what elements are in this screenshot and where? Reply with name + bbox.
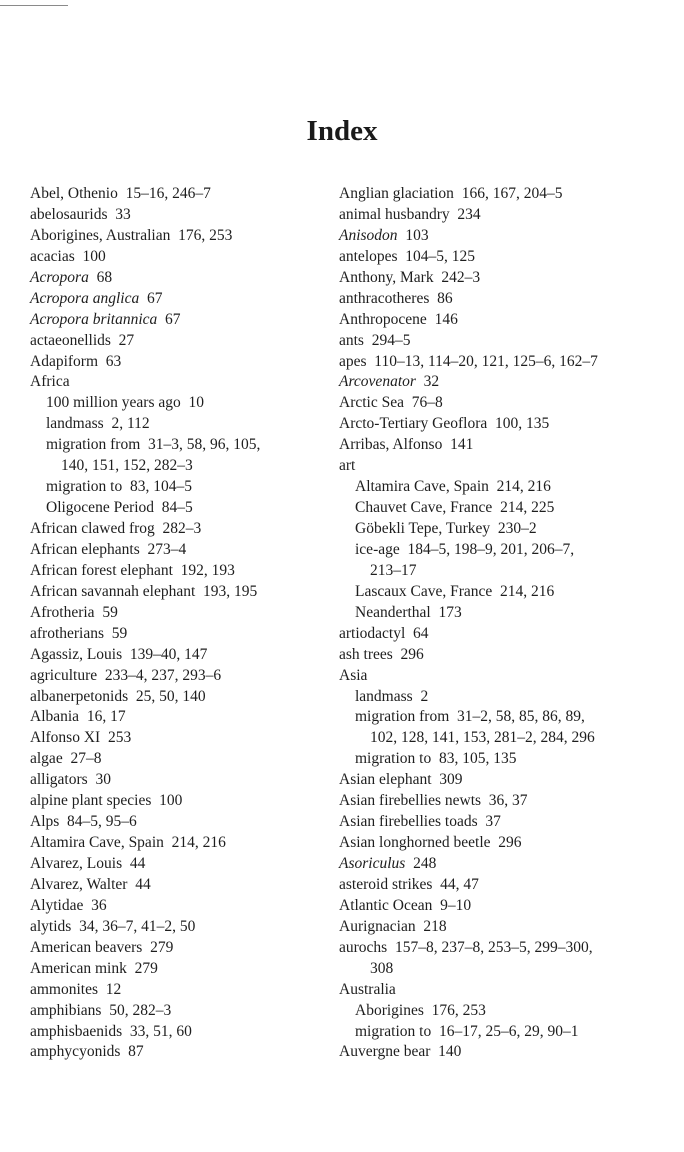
index-pages: 83, 105, 135: [438, 750, 517, 768]
index-term: Arribas, Alfonso: [339, 436, 443, 454]
index-pages: 192, 193: [180, 561, 235, 579]
index-pages: 176, 253: [178, 226, 233, 244]
index-pages: 110–13, 114–20, 121, 125–6, 162–7: [374, 352, 598, 370]
index-pages: 67: [165, 310, 181, 328]
index-entry: [339, 770, 679, 791]
index-term: Acropora britannica: [30, 310, 158, 328]
index-term: Asian longhorned beetle: [339, 834, 491, 852]
index-entry: [30, 938, 330, 959]
index-pages: 146: [434, 310, 458, 328]
index-entry: [339, 372, 679, 393]
index-entry: [339, 875, 679, 896]
index-pages: 173: [438, 603, 462, 621]
index-term: ants: [339, 331, 364, 349]
index-entry: [339, 896, 679, 917]
index-pages: 27–8: [70, 750, 102, 768]
index-pages: 33: [115, 205, 131, 223]
index-entry: [339, 1042, 679, 1063]
index-term: Arcovenator: [339, 373, 416, 391]
index-entry: [30, 875, 330, 896]
index-entry: [30, 519, 330, 540]
index-entry: [339, 435, 679, 456]
index-entry: [30, 687, 330, 708]
index-entry: [30, 372, 330, 393]
index-term: Aborigines, Australian: [30, 226, 171, 244]
index-term: anthracotheres: [339, 289, 430, 307]
index-pages: 296: [498, 834, 522, 852]
index-pages: 139–40, 147: [129, 645, 208, 663]
index-pages: 27: [118, 331, 135, 349]
index-pages: 230–2: [497, 520, 537, 537]
index-pages: 193, 195: [203, 582, 258, 600]
index-term: Arctic Sea: [339, 394, 404, 412]
index-term: Lascaux Cave, France: [355, 582, 493, 600]
index-pages: 50, 282–3: [109, 1001, 172, 1019]
index-term: migration from: [46, 436, 141, 454]
index-term: ash trees: [339, 645, 393, 663]
index-term: Auvergne bear: [339, 1043, 431, 1061]
index-entry: [30, 540, 330, 561]
index-pages: 233–4, 237, 293–6: [104, 666, 222, 684]
index-term: algae: [30, 750, 63, 768]
index-entry: [339, 184, 679, 205]
index-entry: [339, 456, 679, 477]
index-term: Altamira Cave, Spain: [355, 478, 489, 496]
index-entry: [30, 435, 330, 456]
index-pages: 242–3: [441, 268, 481, 286]
index-term: Africa: [30, 373, 70, 391]
index-entry: [339, 519, 679, 540]
index-pages: 44, 47: [440, 875, 479, 893]
index-pages: 214, 225: [500, 499, 555, 517]
index-term: aurochs: [339, 938, 388, 956]
index-entry: [30, 812, 330, 833]
index-pages: 141: [450, 436, 474, 454]
index-pages: 31–3, 58, 96, 105,: [148, 436, 261, 454]
index-entry: [30, 289, 330, 310]
index-entry: [339, 352, 679, 373]
index-entry: [339, 624, 679, 645]
index-pages: 59: [102, 603, 118, 621]
index-pages: 30: [95, 771, 111, 789]
index-term: American beavers: [30, 938, 143, 956]
index-entry: [339, 645, 679, 666]
index-entry: [30, 603, 330, 624]
top-rule: [0, 5, 68, 6]
index-term: Asian firebellies toads: [339, 813, 478, 831]
index-entry: [30, 1042, 330, 1063]
index-term: 308: [370, 959, 394, 977]
index-term: 140, 151, 152, 282–3: [61, 457, 193, 475]
index-pages: 86: [437, 289, 453, 307]
index-entry: [339, 603, 679, 624]
index-pages: 83, 104–5: [129, 478, 192, 496]
index-term: migration to: [355, 750, 432, 768]
index-pages: 176, 253: [431, 1001, 486, 1019]
index-pages: 32: [423, 373, 440, 391]
index-term: ice-age: [355, 540, 400, 558]
index-term: antelopes: [339, 247, 398, 265]
index-term: migration from: [355, 708, 450, 726]
index-term: Agassiz, Louis: [30, 645, 123, 663]
index-term: Alvarez, Walter: [30, 875, 128, 893]
index-term: Alvarez, Louis: [30, 855, 123, 872]
index-term: American mink: [30, 959, 127, 977]
index-pages: 87: [128, 1043, 144, 1061]
index-term: Anthony, Mark: [339, 268, 434, 286]
index-term: alpine plant species: [30, 792, 152, 810]
index-term: Anisodon: [339, 226, 398, 244]
index-entry: [30, 226, 330, 247]
index-entry: [30, 917, 330, 938]
index-term: afrotherians: [30, 624, 105, 642]
index-term: Aurignacian: [339, 917, 416, 935]
index-entry: [30, 393, 330, 414]
index-pages: 157–8, 237–8, 253–5, 299–300,: [394, 938, 593, 956]
index-pages: 76–8: [411, 394, 443, 412]
index-term: migration to: [355, 1022, 432, 1040]
index-pages: 12: [105, 980, 122, 998]
index-entry: [339, 980, 679, 1001]
index-pages: 9–10: [440, 896, 472, 914]
index-pages: 296: [400, 645, 424, 663]
index-entry: [339, 582, 679, 603]
index-term: Afrotheria: [30, 603, 95, 621]
index-entry: [30, 854, 330, 875]
index-pages: 282–3: [162, 520, 202, 537]
index-entry: [30, 624, 330, 645]
index-entry: [30, 498, 330, 519]
index-pages: 184–5, 198–9, 201, 206–7,: [407, 540, 575, 558]
index-pages: 140: [438, 1043, 462, 1061]
index-pages: 44: [129, 855, 146, 872]
index-entry: [30, 582, 330, 603]
index-entry: [339, 393, 679, 414]
index-entry: [30, 959, 330, 980]
index-term: alytids: [30, 917, 72, 935]
index-pages: 253: [107, 729, 132, 747]
index-entry: [339, 812, 679, 833]
index-pages: 214, 216: [500, 582, 555, 600]
index-term: Chauvet Cave, France: [355, 499, 493, 517]
index-term: apes: [339, 352, 367, 370]
index-term: Anglian glaciation: [339, 185, 454, 202]
index-column-left: [30, 184, 330, 1063]
index-entry: [339, 959, 679, 980]
index-pages: 84–5: [161, 499, 193, 517]
index-pages: 63: [105, 352, 122, 370]
index-pages: 37: [485, 813, 501, 831]
index-entry: [339, 247, 679, 268]
index-term: Asian firebellies newts: [339, 792, 482, 810]
index-pages: 248: [413, 855, 437, 872]
index-entry: [30, 666, 330, 687]
index-pages: 59: [111, 624, 128, 642]
index-term: albanerpetonids: [30, 687, 129, 705]
index-entry: [339, 833, 679, 854]
index-pages: 214, 216: [171, 834, 226, 852]
index-entry: [339, 791, 679, 812]
index-entry: [339, 477, 679, 498]
index-pages: 294–5: [371, 331, 411, 349]
index-pages: 100: [159, 792, 183, 810]
index-pages: 273–4: [147, 540, 187, 558]
index-entry: [30, 184, 330, 205]
index-entry: [339, 205, 679, 226]
index-term: Asia: [339, 666, 368, 684]
index-entry: [30, 247, 330, 268]
index-term: agriculture: [30, 666, 98, 684]
index-pages: 2: [420, 687, 429, 705]
index-pages: 279: [134, 959, 158, 977]
index-pages: 36: [91, 896, 107, 914]
index-term: asteroid strikes: [339, 875, 433, 893]
index-term: Acropora anglica: [30, 289, 140, 307]
index-term: 102, 128, 141, 153, 281–2, 284, 296: [370, 729, 595, 747]
index-term: Alytidae: [30, 896, 84, 914]
index-pages: 15–16, 246–7: [125, 185, 211, 202]
index-term: abelosaurids: [30, 205, 108, 223]
index-term: 100 million years ago: [46, 394, 181, 412]
index-pages: 279: [150, 938, 174, 956]
index-pages: 104–5, 125: [405, 247, 476, 265]
index-term: Albania: [30, 708, 80, 726]
index-pages: 16, 17: [86, 708, 126, 726]
index-term: Göbekli Tepe, Turkey: [355, 520, 491, 537]
index-entry: [339, 289, 679, 310]
index-term: actaeonellids: [30, 331, 111, 349]
index-term: amphycyonids: [30, 1043, 121, 1061]
index-entry: [30, 749, 330, 770]
index-entry: [339, 1001, 679, 1022]
index-pages: 16–17, 25–6, 29, 90–1: [438, 1022, 579, 1040]
index-entry: [30, 728, 330, 749]
index-pages: 100: [82, 247, 106, 265]
index-term: art: [339, 457, 356, 475]
index-term: Oligocene Period: [46, 499, 155, 517]
index-pages: 2, 112: [111, 415, 150, 433]
index-entry: [339, 331, 679, 352]
index-pages: 36, 37: [488, 792, 528, 810]
index-entry: [30, 205, 330, 226]
index-pages: 10: [188, 394, 204, 412]
index-entry: [339, 707, 679, 728]
index-entry: [339, 666, 679, 687]
index-entry: [339, 938, 679, 959]
index-term: amphibians: [30, 1001, 102, 1019]
index-entry: [339, 917, 679, 938]
index-term: migration to: [46, 478, 123, 496]
index-term: artiodactyl: [339, 624, 406, 642]
index-term: Atlantic Ocean: [339, 896, 433, 914]
index-term: Neanderthal: [355, 603, 431, 621]
index-term: Alps: [30, 813, 60, 831]
index-entry: [30, 561, 330, 582]
index-pages: 103: [405, 226, 429, 244]
index-pages: 234: [457, 205, 481, 223]
index-entry: [339, 728, 679, 749]
index-pages: 44: [135, 875, 151, 893]
index-entry: [30, 896, 330, 917]
index-term: Arcto-Tertiary Geoflora: [339, 415, 488, 433]
index-entry: [30, 331, 330, 352]
index-entry: [30, 414, 330, 435]
index-pages: 68: [96, 268, 113, 286]
index-pages: 214, 216: [496, 478, 551, 496]
index-entry: [30, 707, 330, 728]
index-entry: [339, 854, 679, 875]
index-term: African savannah elephant: [30, 582, 196, 600]
index-pages: 166, 167, 204–5: [461, 185, 563, 202]
index-entry: [339, 749, 679, 770]
index-entry: [30, 833, 330, 854]
index-pages: 309: [439, 771, 463, 789]
index-term: Anthropocene: [339, 310, 427, 328]
index-column-right: [339, 184, 679, 1063]
index-entry: [30, 477, 330, 498]
index-entry: [339, 310, 679, 331]
index-term: Alfonso XI: [30, 729, 101, 747]
index-entry: [339, 561, 679, 582]
index-entry: [339, 540, 679, 561]
index-entry: [30, 456, 330, 477]
index-entry: [339, 268, 679, 289]
index-term: Asoriculus: [339, 855, 406, 872]
index-entry: [30, 645, 330, 666]
index-entry: [30, 980, 330, 1001]
index-term: African clawed frog: [30, 520, 155, 537]
index-term: Adapiform: [30, 352, 99, 370]
index-pages: 33, 51, 60: [129, 1022, 192, 1040]
index-pages: 84–5, 95–6: [67, 813, 137, 831]
index-pages: 64: [413, 624, 429, 642]
index-term: landmass: [46, 415, 104, 433]
index-pages: 218: [423, 917, 447, 935]
index-pages: 34, 36–7, 41–2, 50: [79, 917, 196, 935]
index-entry: [30, 310, 330, 331]
index-entry: [339, 226, 679, 247]
index-term: alligators: [30, 771, 88, 789]
index-term: African forest elephant: [30, 561, 173, 579]
index-term: Acropora: [30, 268, 89, 286]
index-pages: 25, 50, 140: [135, 687, 206, 705]
index-entry: [30, 268, 330, 289]
index-entry: [339, 498, 679, 519]
index-entry: [339, 1022, 679, 1043]
index-term: amphisbaenids: [30, 1022, 123, 1040]
index-term: Australia: [339, 980, 396, 998]
index-pages: 100, 135: [495, 415, 550, 433]
index-term: 213–17: [370, 561, 417, 579]
index-pages: 31–2, 58, 85, 86, 89,: [457, 708, 585, 726]
index-term: ammonites: [30, 980, 99, 998]
index-term: landmass: [355, 687, 413, 705]
index-entry: [339, 414, 679, 435]
index-pages: 67: [146, 289, 163, 307]
index-term: acacias: [30, 247, 75, 265]
page-title: Index: [306, 115, 378, 148]
index-term: Altamira Cave, Spain: [30, 834, 164, 852]
index-entry: [30, 791, 330, 812]
index-entry: [30, 770, 330, 791]
index-entry: [30, 1022, 330, 1043]
index-entry: [30, 1001, 330, 1022]
index-term: animal husbandry: [339, 205, 450, 223]
index-entry: [30, 352, 330, 373]
index-term: African elephants: [30, 540, 140, 558]
index-entry: [339, 687, 679, 708]
index-term: Aborigines: [355, 1001, 424, 1019]
index-term: Asian elephant: [339, 771, 432, 789]
index-term: Abel, Othenio: [30, 185, 118, 202]
